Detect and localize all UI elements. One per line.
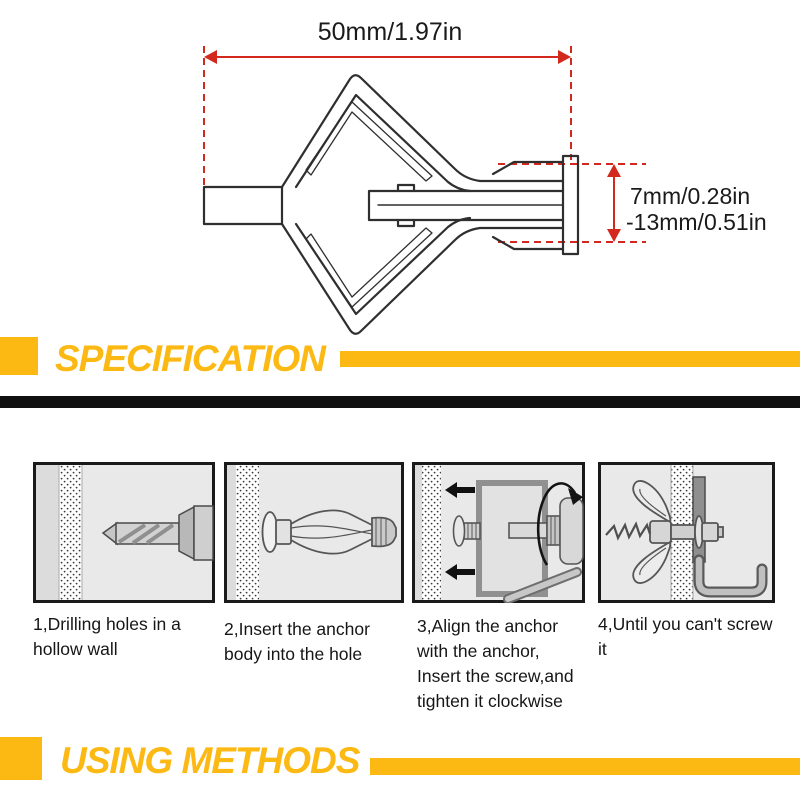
anchor-lower-wing-inner	[296, 218, 470, 314]
specification-title: SPECIFICATION	[55, 338, 325, 379]
wall-stipple	[236, 465, 259, 600]
anchor-flange	[563, 156, 578, 254]
step-2-caption	[224, 617, 370, 667]
wall-outer-layer	[36, 465, 59, 600]
step-1-caption-line-2: hollow wall	[33, 639, 118, 659]
section-divider-bar	[0, 396, 800, 408]
width-dimension-label: 50mm/1.97in	[317, 18, 463, 46]
wall-outer-layer	[415, 465, 422, 600]
anchor-left-tube	[204, 187, 282, 224]
step-3-caption-line-2: with the anchor,	[417, 641, 540, 661]
step-3-caption-line-3: Insert the screw,and	[417, 666, 574, 686]
arrowhead-right	[558, 50, 571, 64]
using-methods-accent-bar	[370, 758, 800, 775]
wall-stipple	[59, 465, 82, 600]
arrowhead-left	[204, 50, 217, 64]
step-3-illustration	[412, 462, 585, 603]
step-1-caption-line-1: 1,Drilling holes in a	[33, 614, 181, 634]
step-2-caption-line-1: 2,Insert the anchor	[224, 619, 370, 639]
step-3-caption	[417, 614, 574, 714]
using-methods-accent-square	[0, 737, 42, 780]
anchor-outline	[204, 75, 578, 334]
step-4-caption	[598, 612, 773, 662]
width-dimension-lines	[204, 46, 571, 226]
anchor-upper-slot	[306, 102, 432, 181]
specification-accent-bar	[340, 351, 800, 367]
height-dimension-label-2: -13mm/0.51in	[626, 209, 767, 235]
step-4-caption-line-2: it	[598, 639, 607, 659]
height-dimension-lines	[498, 164, 646, 242]
wall-outer-layer	[227, 465, 236, 600]
step-2-caption-line-2: body into the hole	[224, 644, 363, 664]
height-dimension-label-1: 7mm/0.28in	[630, 183, 751, 209]
step-3-caption-line-4: tighten it clockwise	[417, 691, 563, 711]
arrowhead-down	[607, 229, 621, 242]
step-2-illustration	[224, 462, 404, 603]
specification-accent-square	[0, 337, 38, 375]
arrowhead-up	[607, 164, 621, 177]
step-3-caption-line-1: 3,Align the anchor	[417, 616, 559, 636]
anchor-lower-slot	[306, 228, 432, 307]
step-1-illustration	[33, 462, 215, 603]
anchor-upper-wing-outer	[282, 75, 563, 187]
wall-stipple	[422, 465, 441, 600]
using-methods-title: USING METHODS	[60, 740, 360, 781]
anchor-upper-wing-inner	[296, 95, 470, 191]
step-1-caption	[33, 612, 181, 662]
step-4-caption-line-1: 4,Until you can't screw	[598, 614, 773, 634]
anchor-technical-drawing	[0, 0, 800, 345]
step-4-illustration	[598, 462, 775, 603]
anchor-lower-wing-outer	[282, 224, 563, 334]
